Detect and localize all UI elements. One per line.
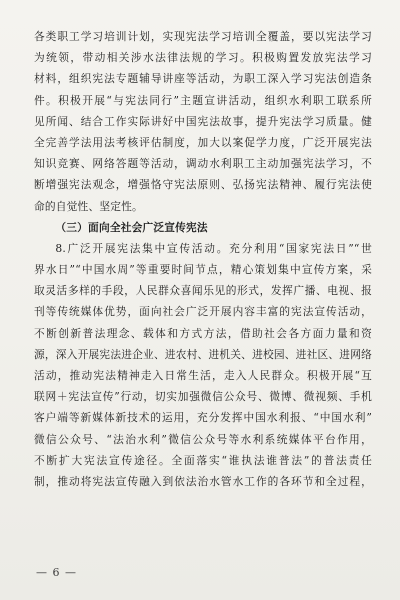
text-line: 取灵活多样的手段，人民群众喜闻乐见的形式，发挥广播、电视、报 [34,284,372,298]
section-heading: （三）面向全社会广泛宣传宪法 [55,220,208,234]
text-line: 为统领，带动相关涉水法律法规的学习。积极购置发放宪法学习 [34,51,372,65]
text-line: 断增强宪法观念，增强恪守宪法原则、弘扬宪法精神、履行宪法使 [34,178,372,192]
text-line: 刊等传统媒体优势，面向社会广泛开展内容丰富的宪法宣传活动， [34,305,372,319]
text-line: 全完善学法用法考核评估制度，加大以案促学力度，广泛开展宪法 [34,135,372,149]
text-line: 客户端等新媒体新技术的运用，充分发挥中国水利报、“中国水利” [34,411,372,425]
text-line: 知识竞赛、网络答题等活动，调动水利职工主动加强宪法学习，不 [34,157,372,171]
text-line: 活动，推动宪法精神走入日常生活，走入人民群众。积极开展“互 [34,369,372,382]
text-line: 材料，组织宪法专题辅导讲座等活动，为职工深入学习宪法创造条 [34,72,372,86]
text-line: 各类职工学习培训计划，实现宪法学习培训全覆盖，要以宪法学习 [34,30,372,43]
text-line: 不断扩大宪法宣传途径。全面落实“谁执法谁普法”的普法责任 [34,453,372,467]
text-line: 界水日”“中国水周”等重要时间节点，精心策划集中宣传方案，采 [34,263,372,277]
text-line: 见所闻、结合工作实际讲好中国宪法故事，提升宪法学习质量。健 [34,114,372,128]
text-line: 制，推动将宪法宣传融入到依法治水管水工作的各环节和全过程， [34,474,372,488]
text-line: 微信公众号、“法治水利”微信公众号等水利系统媒体平台作用， [34,432,372,446]
page-number: — 6 — [36,566,77,579]
paragraph-first-line: 8.广泛开展宪法集中宣传活动。充分利用“国家宪法日”“世 [55,241,372,255]
text-line: 源，深入开展宪法进企业、进农村、进机关、进校园、进社区、进网络 [34,347,372,361]
text-line: 不断创新普法理念、载体和方式方法，借助社会各方面力量和资 [34,326,372,340]
document-body [34,26,372,492]
text-line: 联网＋宪法宣传”行动，切实加强微信公众号、微博、微视频、手机 [34,390,372,404]
text-line: 命的自觉性、坚定性。 [34,199,143,213]
text-line: 件。积极开展“与宪法同行”主题宣讲活动，组织水利职工联系所 [34,93,372,107]
